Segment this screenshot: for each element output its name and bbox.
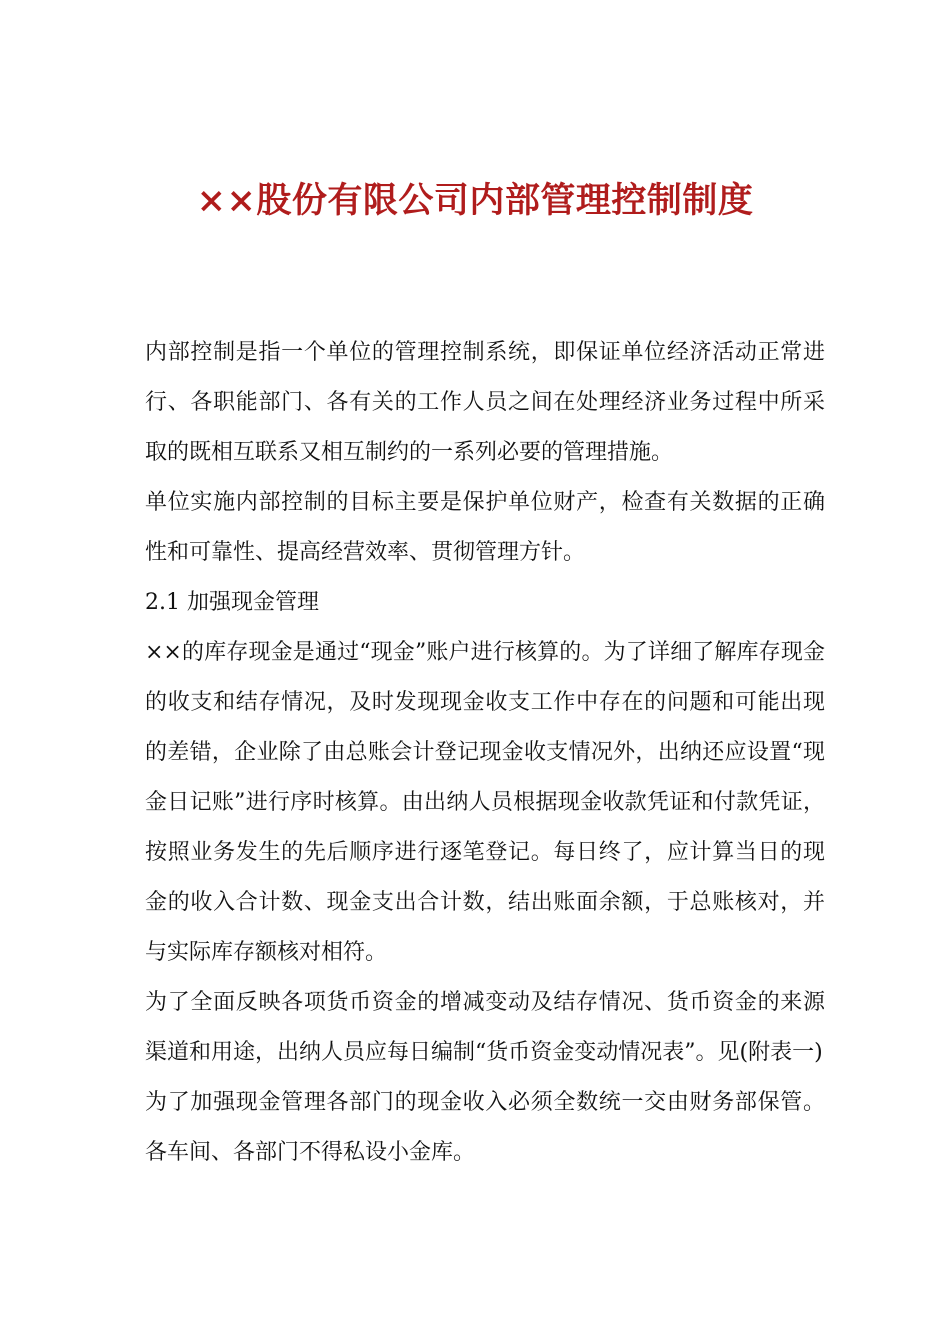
paragraph-cash-custody: 为了加强现金管理各部门的现金收入必须全数统一交由财务部保管。各车间、各部门不得私设小金库。 (145, 1090, 825, 1165)
paragraph-fund-report: 为了全面反映各项货币资金的增减变动及结存情况、货币资金的来源渠道和用途，出纳人员应每日编制“货币资金变动情况表”。见(附表一) (145, 990, 825, 1065)
paragraph-objectives: 单位实施内部控制的目标主要是保护单位财产，检查有关数据的正确性和可靠性、提高经营效率、贯彻管理方针。 (145, 490, 825, 565)
section-heading: 2.1 加强现金管理 (145, 590, 319, 615)
page-title: ××股份有限公司内部管理控制制度 (196, 180, 754, 221)
paragraph-cash-accounting: ××的库存现金是通过“现金”账户进行核算的。为了详细了解库存现金的收支和结存情况，及时发现现金收支工作中存在的问题和可能出现的差错，企业除了由总账会计登记现金收支情况外，出纳还应设置“现金日记账”进行序时核算。由出纳人员根据现金收款凭证和付款凭证，按照业务发生的先后顺序进行逐笔登记。每日终了，应计算当日的现金的收入合计数、现金支出合计数，结出账面余额，于总账核对，并与实际库存额核对相符。 (145, 640, 825, 965)
document-body (145, 328, 825, 1178)
paragraph-definition: 内部控制是指一个单位的管理控制系统，即保证单位经济活动正常进行、各职能部门、各有关的工作人员之间在处理经济业务过程中所采取的既相互联系又相互制约的一系列必要的管理措施。 (145, 340, 825, 465)
